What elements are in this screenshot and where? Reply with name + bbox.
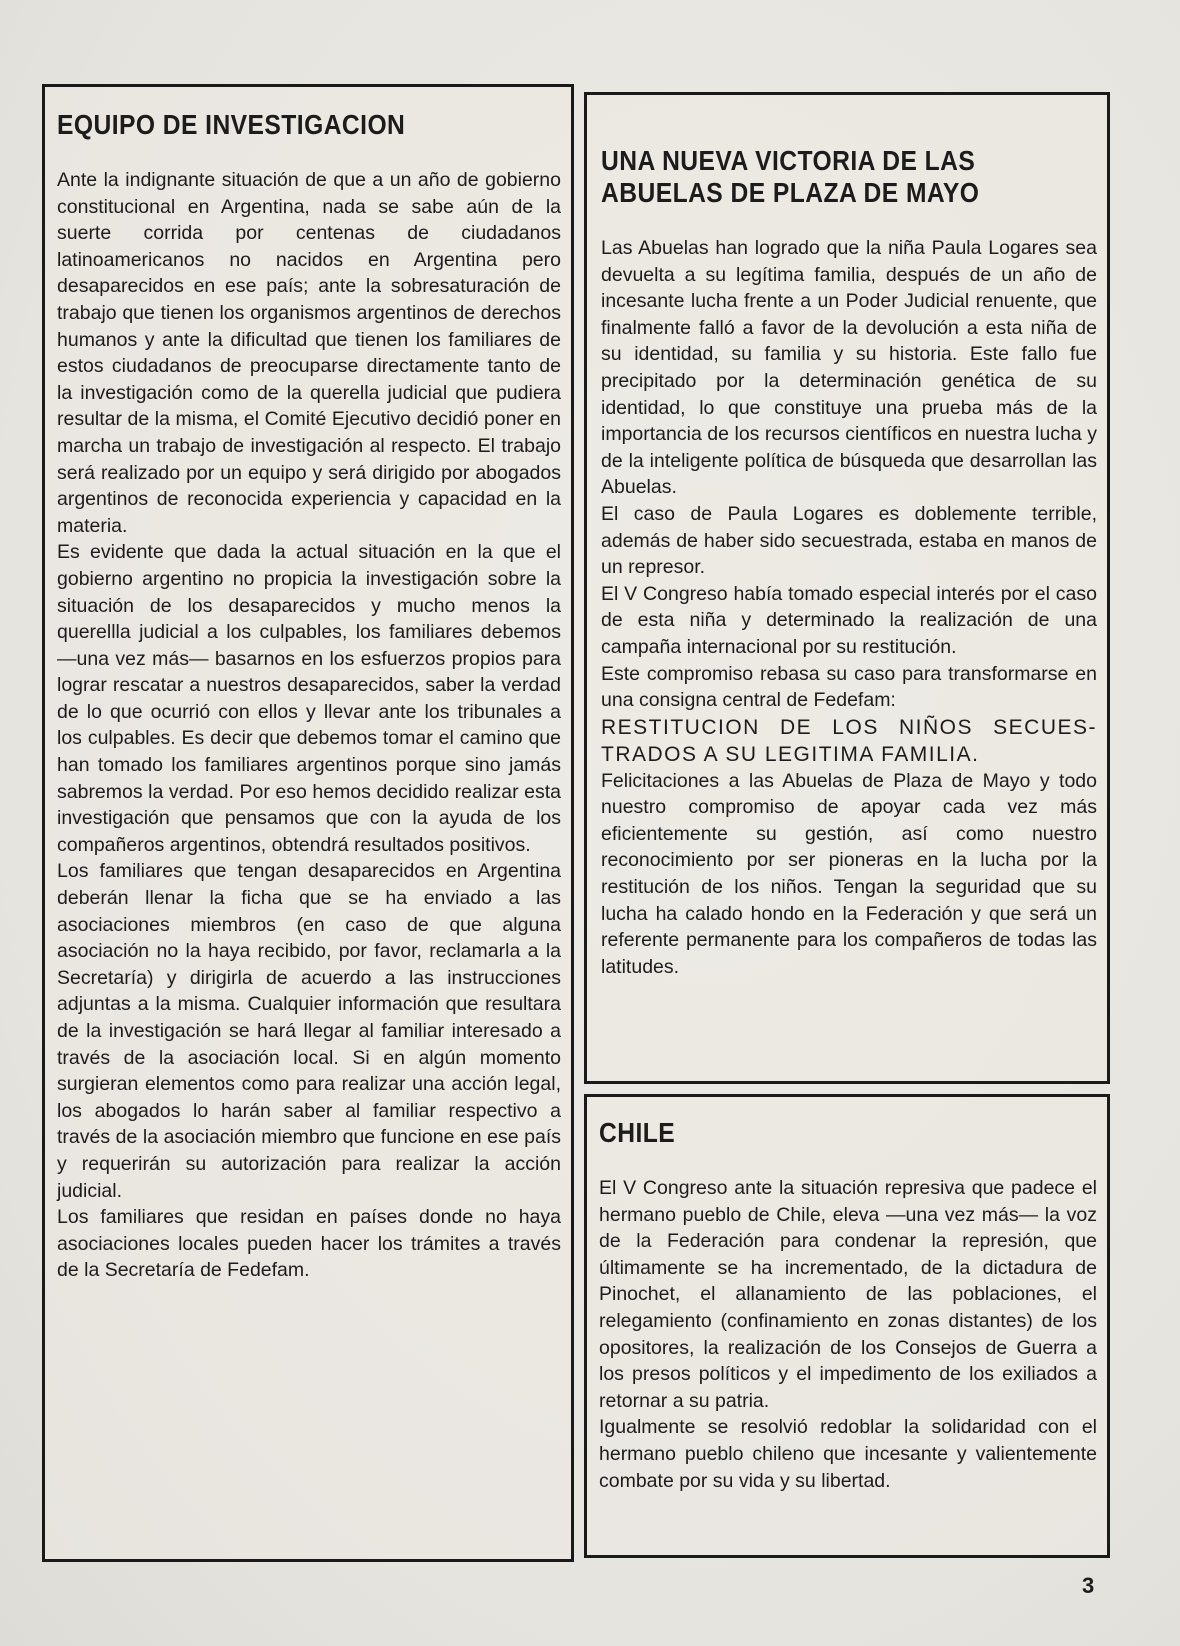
paragraph: Ante la indignante situación de que a un año de gobierno constitucional en Argentina, nada se sabe aún de la suerte corrida por centenas de ciudadanos latinoamericanos no nacidos en Argentina pero desaparecidos en ese país; ante la sobresaturación de trabajo que tienen los organismos argentinos de derechos humanos y ante la dificultad que tienen los familiares de estos ciudadanos de preocuparse directamente tanto de la investigación como de la querella judicial que pudiera resultar de la misma, el Comité Ejecutivo decidió poner en marcha un trabajo de investigación al respecto. El trabajo será realizado por un equipo y será dirigido por abogados argentinos de reconocida experiencia y capacidad en la materia. [57,169,561,537]
page-number: 3 [1082,1573,1095,1598]
article-body [601,235,1097,980]
article-abuelas-de-plaza-de-mayo [584,92,1110,1084]
paragraph: El V Congreso ante la situación represiva que padece el hermano pueblo de Chile, eleva —una vez más— la voz de la Federación para condenar la represión, que últimamente se ha incrementado, de la dictadura de Pinochet, el allanamiento de las poblaciones, el relegamiento (confinamiento en zonas distantes) de los opositores, la realización de los Consejos de Guerra a los presos políticos y el impedimento de los exiliados a retornar a su patria. [599,1177,1097,1412]
paragraph: Este compromiso rebasa su caso para transformarse en una consigna central de Fedefam: [601,662,1097,712]
paragraph: El caso de Paula Logares es doblemente terrible, además de haber sido secuestrada, estaba en manos de un represor. [601,502,1097,579]
paragraph: Las Abuelas han logrado que la niña Paula Logares sea devuelta a su legítima familia, después de un año de incesante lucha frente a un Poder Judicial renuente, que finalmente falló a favor de la devolución a esta niña de su identidad, su familia y su historia. Este fallo fue precipitado por la determinación genética de su identidad, lo que constituye una prueba más de la importancia de los recursos científicos en nuestra lucha y de la inteligente política de búsqueda que desarrollan las Abuelas. [601,237,1097,499]
paragraph: El V Congreso había tomado especial interés por el caso de esta niña y determinado la realización de una campaña internacional por su restitución. [601,582,1097,658]
paragraph: Felicitaciones a las Abuelas de Plaza de Mayo y todo nuestro compromiso de apoyar cada vez más eficientemente su gestión, así como nuestro reconocimiento por ser pioneras en la lucha por la restitución de los niños. Tengan la seguridad que su lucha ha calado hondo en la Federación y que será un referente permanente para los compañeros de todas las latitudes. [601,769,1097,978]
article-body [57,167,561,1284]
article-title: EQUIPO DE INVESTIGACION [57,109,406,140]
paragraph: Igualmente se resolvió redoblar la solidaridad con el hermano pueblo chileno que incesante y valientemente combate por su vida y su libertad. [599,1416,1097,1492]
paragraph: Los familiares que residan en países donde no haya asociaciones locales pueden hacer los trámites a través de la Secretaría de Fedefam. [57,1206,561,1282]
article-title: CHILE [599,1117,676,1148]
paragraph: Los familiares que tengan desaparecidos en Argentina deberán llenar la ficha que se ha enviado a las asociaciones miembros (en caso de que alguna asociación no la haya recibido, por favor, reclamarla a la Secretaría) y dirigirla de acuerdo a las instrucciones adjuntas a la misma. Cualquier información que resultara de la investigación se hará llegar al familiar interesado a través de la asociación local. Si en algún momento surgieran elementos como para realizar una acción legal, los abogados lo harán saber al familiar respectivo a través de la asociación miembro que funcione en ese país y requerirán su autorización para realizar la acción judicial. [57,860,561,1202]
article-equipo-de-investigacion [42,84,574,1562]
article-chile [584,1094,1110,1558]
slogan-line: RESTITUCION DE LOS NIÑOS SECUES- [601,715,1097,739]
paragraph: Es evidente que dada la actual situación en la que el gobierno argentino no propicia la investigación sobre la situación de los desaparecidos y mucho menos la querellla judicial a los culpables, los familiares debemos —una vez más— basarnos en los esfuerzos propios para lograr rescatar a nuestros desaparecidos, saber la verdad de lo que ocurrió con ellos y llevar ante los tribunales a los culpables. Es decir que debemos tomar el camino que han tomado los familiares argentinos porque sino jamás sabremos la verdad. Por eso hemos decidido realizar esta investigación que pensamos que con la ayuda de los compañeros argentinos, obtendrá resultados positivos. [57,541,561,856]
article-body [599,1175,1097,1494]
article-title: UNA NUEVA VICTORIA DE LAS ABUELAS DE PLAZA DE MAYO [601,145,980,208]
slogan-line: TRADOS A SU LEGITIMA FAMILIA. [601,742,980,766]
